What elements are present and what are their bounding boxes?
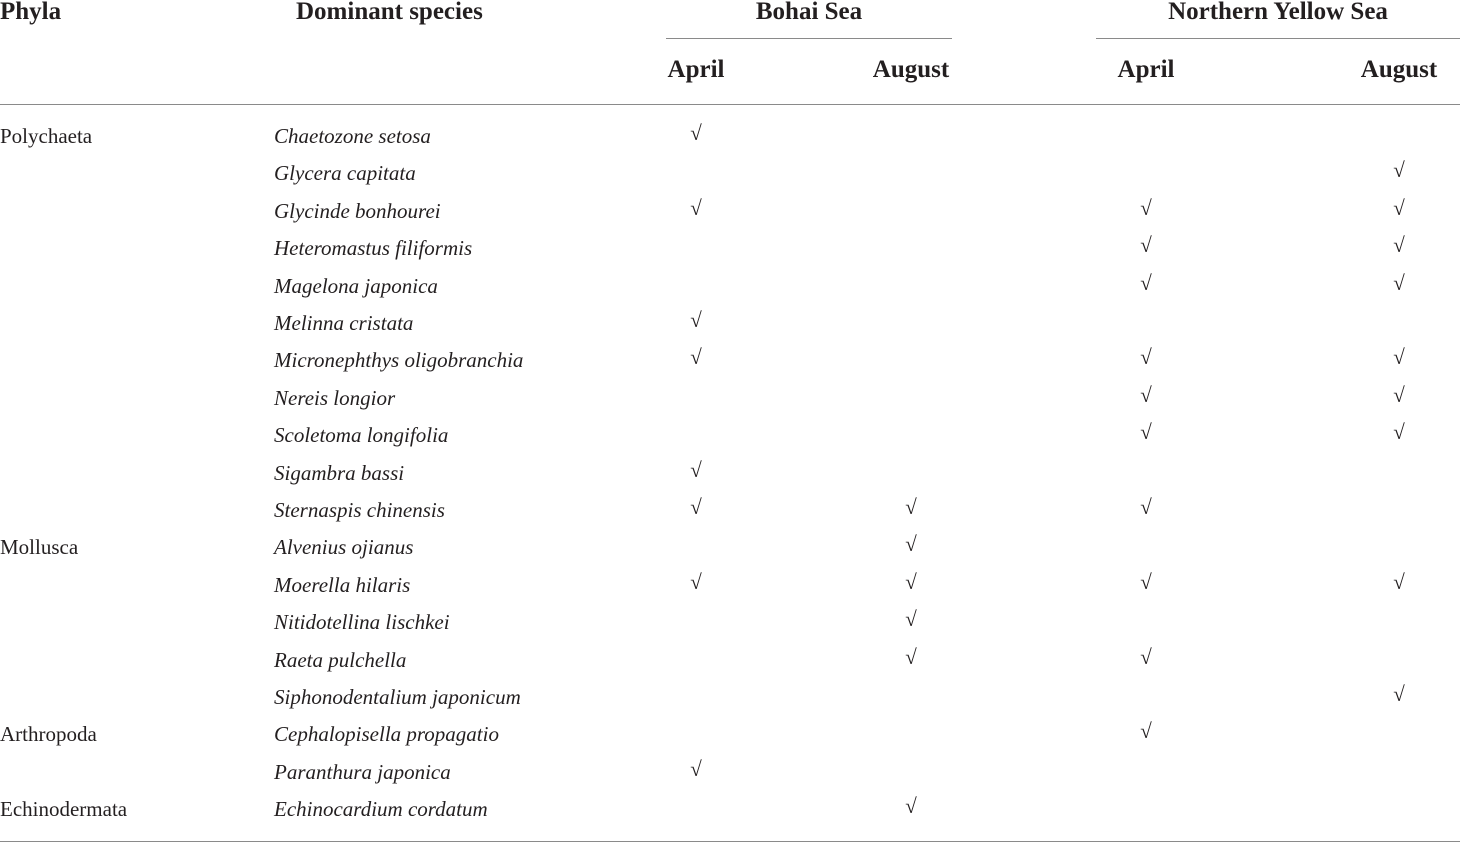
check-mark-nys-august: √ [1393, 196, 1405, 220]
check-mark-nys-april: √ [1140, 271, 1152, 295]
check-mark-nys-august: √ [1393, 570, 1405, 594]
check-mark-bohai-april: √ [690, 495, 702, 519]
species-cell: Cephalopisella propagatio [274, 722, 499, 746]
species-cell: Nitidotellina lischkei [274, 610, 450, 634]
check-mark-nys-april: √ [1140, 383, 1152, 407]
check-mark-bohai-april: √ [690, 308, 702, 332]
check-mark-nys-april: √ [1140, 495, 1152, 519]
header-dominant-species: Dominant species [296, 0, 483, 25]
species-cell: Micronephthys oligobranchia [274, 348, 524, 372]
check-mark-nys-august: √ [1393, 345, 1405, 369]
check-mark-nys-august: √ [1393, 383, 1405, 407]
header-bohai-august: August [872, 56, 950, 83]
check-mark-nys-august: √ [1393, 420, 1405, 444]
check-mark-bohai-april: √ [690, 570, 702, 594]
check-mark-bohai-august: √ [905, 570, 917, 594]
header-nys-april: April [1117, 56, 1175, 83]
phylum-cell: Arthropoda [0, 722, 97, 746]
bohai-group-rule [666, 38, 952, 39]
species-cell: Sternaspis chinensis [274, 498, 445, 522]
header-northern-yellow-sea: Northern Yellow Sea [1168, 0, 1388, 25]
header-phyla: Phyla [0, 0, 62, 25]
check-mark-nys-april: √ [1140, 420, 1152, 444]
species-cell: Paranthura japonica [274, 760, 451, 784]
check-mark-bohai-april: √ [690, 757, 702, 781]
species-cell: Heteromastus filiformis [274, 236, 473, 260]
check-mark-nys-april: √ [1140, 345, 1152, 369]
check-mark-bohai-april: √ [690, 458, 702, 482]
phylum-cell: Echinodermata [0, 797, 128, 821]
check-mark-nys-april: √ [1140, 233, 1152, 257]
species-cell: Magelona japonica [274, 274, 438, 298]
header-bottom-rule [0, 104, 1460, 105]
species-cell: Raeta pulchella [274, 648, 407, 672]
species-cell: Sigambra bassi [274, 461, 405, 485]
check-mark-nys-april: √ [1140, 719, 1152, 743]
check-mark-nys-april: √ [1140, 196, 1152, 220]
species-cell: Moerella hilaris [274, 573, 411, 597]
species-cell: Glycinde bonhourei [274, 199, 441, 223]
species-cell: Glycera capitata [274, 161, 416, 185]
phylum-cell: Mollusca [0, 535, 79, 559]
check-mark-bohai-august: √ [905, 495, 917, 519]
header-bohai-sea: Bohai Sea [755, 0, 863, 25]
check-mark-nys-august: √ [1393, 233, 1405, 257]
species-cell: Chaetozone setosa [274, 124, 431, 148]
header-nys-august: August [1360, 56, 1438, 83]
species-cell: Echinocardium cordatum [274, 797, 488, 821]
phylum-cell: Polychaeta [0, 124, 93, 148]
check-mark-bohai-april: √ [690, 345, 702, 369]
species-cell: Scoletoma longifolia [274, 423, 449, 447]
check-mark-bohai-august: √ [905, 794, 917, 818]
check-mark-bohai-august: √ [905, 645, 917, 669]
check-mark-nys-august: √ [1393, 682, 1405, 706]
check-mark-nys-april: √ [1140, 645, 1152, 669]
check-mark-bohai-august: √ [905, 607, 917, 631]
check-mark-bohai-august: √ [905, 532, 917, 556]
nys-group-rule [1096, 38, 1460, 39]
check-mark-nys-april: √ [1140, 570, 1152, 594]
species-cell: Alvenius ojianus [274, 535, 414, 559]
check-mark-nys-august: √ [1393, 158, 1405, 182]
check-mark-bohai-april: √ [690, 196, 702, 220]
check-mark-bohai-april: √ [690, 121, 702, 145]
header-bohai-april: April [667, 56, 725, 83]
species-cell: Melinna cristata [274, 311, 414, 335]
species-cell: Siphonodentalium japonicum [274, 685, 521, 709]
table-bottom-rule [0, 841, 1460, 842]
check-mark-nys-august: √ [1393, 271, 1405, 295]
species-cell: Nereis longior [274, 386, 396, 410]
